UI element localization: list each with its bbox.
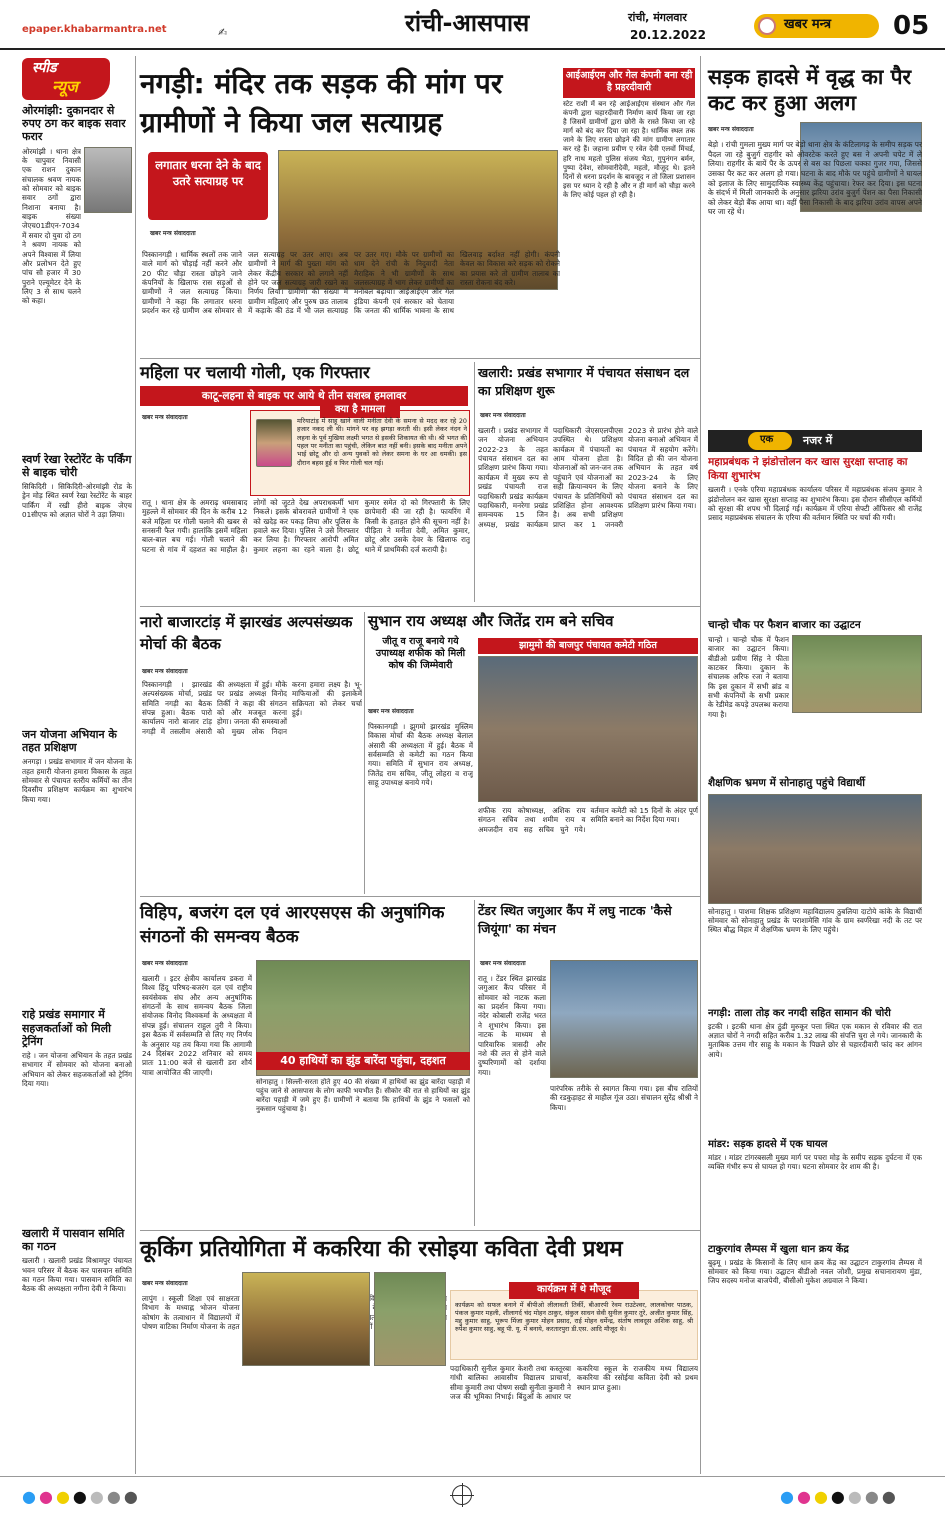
accident-byline: खबर मन्त्र संवाददाता	[708, 126, 754, 133]
focus-item	[708, 1138, 922, 1239]
lead-sidebar-title: आईआईएम और गेल कंपनी बना रही है प्रहरदीवारी	[563, 68, 695, 98]
elephants-body: सोनाहातु । सिल्ली-सरता होते हुए 40 की संख्या में हाथियों का झुंड बारेंदा पहाड़ी में पहुंच जाने से आसपास के लोग काफी भयभीत हैं। सीकोर की रात से हाथियों का झुंड बारेंदा पहाड़ी में जमे हुए हैं। ग्रामीणों ने बताया कि हाथियों के झुंड ने फसलों को नुकसान पहुंचाया है।	[256, 1078, 470, 1114]
speed-news-item	[22, 1227, 132, 1396]
registration-crosshair-icon	[452, 1485, 472, 1505]
focus-photo	[708, 794, 922, 904]
focus-title: टाकुरगांव लैम्पस में खुला धान क्रय केंद्र	[708, 1243, 849, 1255]
subhan-subhead-text: जीतू व राजू बनाये गये उपाध्यक्ष शफीक को मिली कोष की जिम्मेवारी	[375, 636, 466, 671]
focus-item	[708, 456, 922, 615]
focus-body: इटकी । इटकी थाना क्षेत्र ठुंडी मुरुकूर पत्ता स्थित एक मकान से रविवार की रात अज्ञात चोरों ने नगदी सहित करीब 1.32 लाख की संपत्ति चुरा ले गये। जानकारी के मुताबिक उत्तम गौर साहु के मकान के पिछले छोर से चहारदीवारी फांद कर आंगन आये।	[708, 1021, 922, 1059]
speed-news-item	[22, 104, 132, 447]
woman-case-box-body: मरियाटांड़ में साहू खाने वाली मनीता देवी के समना से मदद कर रहे 20 हजार नकद ली थी। मांगने पर वह झगड़ा करती थी। इसी लेकर नंदन ने लहना के पूर्व मुखिया लक्ष्मी भगत से इसकी शिकायत की थी। श्री भगत की पहल पर मनीता का पहुंची, लेकिन बात नहीं बनी। इसके बाद मनीता अपने भाई छोटू और दो अन्य युवकों को लेकर समना के घर आ धमकी। इस दौरान बहस हुई व फिर गोली चल गई।	[297, 417, 467, 467]
focus-body: बुढ़मू । प्रखंड के किसानों के लिए धान क्रय केंद्र का उद्घाटन टाकुरगांव लैम्पस में सोमवार को किया गया। उद्घाटन बीडीओ नवल जोशी, प्रमुख सचानारायण मुंडा, जिप सदस्य मनोज बाजपेयी, बीसीओ मुकेश अग्रवाल ने किया।	[708, 1257, 922, 1286]
woman-byline: खबर मन्त्र संवाददाता	[142, 414, 188, 421]
speed-news-title: खलारी में पासवान समिति का गठन	[22, 1226, 125, 1254]
focus-title: शैक्षणिक भ्रमण में सोनाहातु पहुंचे विद्यार्थी	[708, 776, 866, 789]
cooking-photo-left	[242, 1272, 370, 1366]
jhamumo-photo	[478, 656, 698, 802]
focus-title: चान्हो चौक पर फैशन बाजार का उद्घाटन	[708, 619, 861, 632]
speed-news-item	[22, 453, 132, 722]
speed-news-body: सिकिदिरी । सिकिदिरी-ओरमांझी रोड के ड्रेन मोड़ स्थित स्वर्ण रेखा रेस्टोरेंट के बाहर पार्किंग में रखी हीरो बाइक जेएच 01सीएफ को अज्ञात चोरों ने उड़ा लिया।	[22, 481, 132, 520]
focus-title: मांडर: सड़क हादसे में एक घायल	[708, 1138, 828, 1150]
focus-body: चान्हो । चान्हो चौक में फैशन बाजार का उद्घाटन किया। बीडीओ प्रवीण सिंह ने फीता काटकर किया। दुकान के संचालक अरिफ रजा ने बताया कि इस दुकान में सभी ब्रांड व सभी कंपनियों के सभी प्रकार के रेडीमेड कपड़े उपलब्ध कराया गया है।	[708, 634, 789, 719]
cooking-byline: खबर मन्त्र संवाददाता	[142, 1280, 188, 1287]
elephants-banner: 40 हाथियों का झुंड बारेंदा पहुंचा, दहशत	[256, 1052, 470, 1070]
subhan-byline: खबर मन्त्र संवाददाता	[368, 708, 414, 715]
footer-bar	[0, 1476, 945, 1517]
focus-body: मांडर । मांडर टांगरबसली मुख्य मार्ग पर पचरा मोड़ के समीप सड़क दुर्घटना में एक व्यक्ति गंभीर रूप से घायल हो गया। घटना सोमवार देर शाम की है।	[708, 1152, 922, 1171]
focus-column	[708, 456, 922, 1472]
speed-label: स्पीड	[32, 60, 57, 76]
cooking-headline[interactable]: कूकिंग प्रतियोगिता में ककरिया की रसोइया कविता देवी प्रथम	[140, 1237, 623, 1262]
page-number: 05	[893, 11, 930, 41]
vhp-body: खलारी । इटर क्षेत्रीय कार्यालय डकरा में विश्व हिंदू परिषद-बजरंग दल एवं राष्ट्रीय स्वयंसेवक संघ और अन्य अनुषांगिक संगठनों के साथ समन्वय बैठक जिला संयोजक विनोद विश्वकर्मा के अध्यक्षता में संपन्न हुई। संचालन राहुल तुरी ने किया। इस बैठक में सर्वसम्मति से लिए गए निर्णय के अनुसार यह तय किया गया कि आगामी 24 दिसंबर 2022 शनिवार को समय प्रातः 11:00 बजे से खलारी डरा शौर्य यात्रा आयोजित की जाएगी।	[142, 974, 252, 1077]
training-body: खलारी । प्रखंड सभागार में जन योजना अभियान 2022-23 के तहत पंचायत संसाधन दल का प्रशिक्षण प्रारंभ किया गया। कार्यक्रम में मुख्य रूप से प्रखंड पंचायती राज पदाधिकारी प्रखंड कार्यक्रम पदाधिकारी, मनरेगा प्रखंड समन्वयक 15 जिन अध्यक्ष, प्रखंड कार्यक्रम पदाधिकारी जेएसएलपीएस उपस्थित थे। प्रशिक्षण कार्यक्रम में पंचायतों का आम योजना होता है। योजनाओं को जन-जन तक पहुंचाने एवं योजनाओं का सही क्रियान्वयन के लिए पंचायत के प्रतिनिधियों को प्रशिक्षित होना आवश्यक है। अब सभी प्रशिक्षण प्राप्त कर 1 जनवरी 2023 से प्रारंभ होने वाले योजना बनाओ अभियान में पंचायत में सहयोग करेंगे। विदित हो की जन योजना अभियान के तहत वर्ष 2023-24 के लिए योजना बनाने के लिए पंचायत संसाधन दल का प्रशिक्षण प्रारंभ किया गया।	[478, 426, 698, 529]
woman-body: रातू । थाना क्षेत्र के अमराढ़ धमसाबाद मुहल्ले में सोमवार की दिन के करीब 12 बजे महिला पर गोली चलाने की खबर से सनसनी फैल गयी। हालांकि इसमें महिला बाल-बाल बच गई। गोली चलाने की घटना से गांव में दहशत का माहौल है। लोगों को जुटते देख अपराधकर्मी भाग निकले। इसके बोवरावले ग्रामीणों ने एक को खदेड़ कर पकड़ लिया और पुलिस के हवाले कर दिया। पुलिस ने उसे गिरफ्तार कर लिया है। गिरफ्तार आरोपी अमित कुमार लहना का रहने वाला है। छोटू कुमार समेत दो को गिरफ्तारी के लिए छापेमारी की जा रही है। फायरिंग में किसी के हताहत होने की सूचना नहीं है। पीड़िता ने मनीता देवी, अमित कुमार, छोटू और उसके देवर के खिलाफ रातू थाने में प्राथमिकी दर्ज करायी है।	[142, 498, 470, 554]
focus-label-nazar: नजर में	[803, 434, 833, 447]
column-divider	[474, 362, 475, 602]
focus-body: खलारी । एनके एरिया महाप्रबंधक कार्यालय परिसर में महाप्रबंधक संजय कुमार ने झंडोत्तोलन कर खास सुरक्षा सप्ताह का शुभारंभ किया। इस दौरान सीसीएल कर्मियों को सुरक्षा की शपथ भी दिलाई गई। कार्यक्रम में एरिया सेफ्टी ऑफिसर श्री राजेंद्र प्रसाद महाप्रबंधक संचालन के एरिया की वर्तमान स्थिति पर चर्चा की गयी।	[708, 485, 922, 523]
speed-news-title: स्वर्ण रेखा रेस्टोरेंट के पर्किंग से बाइक चोरी	[22, 452, 132, 479]
focus-item	[708, 619, 922, 773]
speed-news-title: ओरमांझी: दुकानदार से रुपए ठग कर बाइक सवार फरार	[22, 104, 126, 144]
speed-news-badge	[22, 58, 110, 100]
speed-news-photo	[84, 147, 132, 213]
cooking-attendees-title: कार्यक्रम में थे मौजूद	[509, 1282, 639, 1299]
section-rule	[140, 1230, 700, 1231]
speed-news-item	[22, 1008, 132, 1221]
section-rule	[140, 606, 700, 607]
vhp-byline: खबर मन्त्र संवाददाता	[142, 960, 188, 967]
accident-body: बेड़ो । रांची गुमला मुख्य मार्ग पर बेड़ो थाना क्षेत्र के कंटिलागढ़ के समीप सड़क पर पैदल जा रहे बुजुर्ग राहगीर को ओवरटेक करते हुए बस ने अपनी चपेट में ले लिया। राहगीर के बायें पैर के ऊपर से बस का पिछला चक्का गुजर गया, जिससे उसका पैर कट कर अलग हो गया। घटना के बाद मौके पर पहुंचे ग्रामीणों ने घायल को इलाज के लिए सामुदायिक स्वास्थ्य केंद्र पहुंचाया। रेफर कर दिया। इस घटना के संदर्भ में मिली जानकारी के अनुसार झरिया उरांव बुजुर्ग पेंशन का पैसा निकासी को लेकर बेड़ो बैंक आया था। वहीं पैसा निकासी के बाद झरिया उरांव वापस अपने घर जा रहे थे।	[708, 140, 922, 217]
vhp-headline[interactable]: विहिप, बजरंग दल एवं आरएसएस की अनुषांगिक संगठनों की समन्वय बैठक	[140, 903, 445, 947]
training-headline[interactable]: खलारी: प्रखंड सभागार में पंचायत संसाधन दल का प्रशिक्षण शुरू	[478, 365, 690, 398]
focus-title: महाप्रबंधक ने झंडोत्तोलन कर खास सुरक्षा सप्ताह का किया शुभारंभ	[708, 456, 908, 482]
focus-title: नगड़ी: ताला तोड़ कर नगदी सहित सामान की चोरी	[708, 1007, 891, 1019]
focus-label-bar	[708, 430, 922, 452]
focus-item	[708, 1007, 922, 1134]
woman-case-box-title: क्या है मामला	[320, 403, 400, 418]
speed-news-title: राहे प्रखंड समागार में सहजकर्ताओं को मिली ट्रेनिंग	[22, 1008, 111, 1048]
subhan-subhead	[368, 636, 473, 702]
woman-headline[interactable]: महिला पर चलायी गोली, एक गिरफ्तार	[140, 363, 370, 382]
column-divider	[700, 56, 701, 1474]
column-divider	[135, 56, 136, 1474]
tender-byline: खबर मन्त्र संवाददाता	[480, 960, 526, 967]
cooking-photo-right	[374, 1272, 446, 1366]
woman-subhead: काटू-लहना से बाइक पर आये थे तीन सशस्त्र हमलावर	[140, 386, 468, 406]
lead-headline[interactable]: नगड़ी: मंदिर तक सड़क की मांग पर ग्रामीणों ने किया जल सत्याग्रह	[140, 67, 503, 140]
brand-badge	[754, 14, 879, 38]
focus-label-ek: एक	[760, 434, 774, 445]
cooking-attendees-box	[450, 1284, 698, 1360]
accident-headline[interactable]: सड़क हादसे में वृद्ध का पैर कट कर हुआ अलग	[708, 65, 912, 116]
naro-byline: खबर मन्त्र संवाददाता	[142, 668, 188, 675]
jhamumo-title: झामुमो की बाजपुर पंचायत कमेटी गठित	[478, 638, 698, 654]
speed-news-body: ओरमांझी । थाना क्षेत्र के चापुवार निवासी एक राशन दुकान संचालक श्रवण नायक को सोमवार को बाइक सवार ठगों द्वारा निशाना बनाया है। बाइक संख्या जेएच01डीएन-7034 में सवार दो युवा दो ठग ने श्रवण नायक को अपने विश्वास में लिया और प्रलोभन देते हुए पांच सौ हजार में 30 पुराने एल्यूमेटर देने के लिए 3 से साथ चलने को कहा।	[22, 146, 81, 306]
focus-item	[708, 1243, 922, 1338]
focus-photo	[792, 635, 922, 713]
naro-headline[interactable]: नारो बाजारटांड़ में झारखंड अल्पसंख्यक मोर्चा की बैठक	[140, 613, 353, 653]
cooking-attendees-text: कार्यक्रम को सफल बनाने में बीपीओ लीलावती तिर्की, बीआरपी रेवम राउटेश्वर, लालकोचर पाठक, पंकज कुमार महली, शीलागर्द चंद मोहन ठाकुर, संकुल साधन सेवी सुनील कुमार तुरे, अजीत कुमार सिंह, मद्दु कुमार साहु, भूरूप मिंजा कुमार मोहन प्रसाद, राई मोहन धर्मेन्द्र, संतोष लावदूस अशिक साहू, श्री रुपेश कुमार साहु, बहू पी. यू. में बनाये, करतारपुरा डी.एस. आदि मौजूद थे।	[455, 1300, 693, 1334]
registration-dots-right: ●●●●●●●	[780, 1487, 899, 1506]
tender-body-2: पारंपरिक तरीके से स्वागत किया गया। इस बीच रातियों की रडकुड़ाहट से माहौल गूंज उठा। संचालन सुरेंद्र श्रीश्री ने किया।	[550, 1084, 698, 1112]
masthead	[0, 0, 945, 50]
lead-highlight-text: लगातार धरना देने के बाद उतरे सत्याग्रह पर	[155, 158, 261, 189]
speed-news-body: खलारी । खलारी प्रखंड विश्रामपुर पंचायत भवन परिसर में बैठक कर पासवान समिति का गठन किया गया। पासवान समिति का बैठक की अध्यक्षता नगीना देवी ने किया।	[22, 1256, 132, 1294]
cooking-body: लापुंग । स्कूली शिक्षा एवं साक्षरता विभाग के मध्याह्न भोजन योजना कोषांग के तत्वाधान में विद्यालयों में पोषण वाटिका निर्माण योजना के तहत	[142, 1294, 240, 1332]
lead-highlight-box	[148, 152, 268, 220]
speed-news-column	[22, 104, 132, 1472]
lead-byline: खबर मन्त्र संवाददाता	[150, 230, 196, 237]
column-divider	[364, 612, 365, 894]
section-title: रांची-आसपास	[405, 9, 530, 37]
epaper-url[interactable]: epaper.khabarmantra.net	[22, 24, 167, 35]
tender-body: रातू । टेंडर स्थित झारखंड जगुआर कैंप परिसर में सोमवार को नाटक कला का प्रदर्शन किया गया। नंदेर कोबाली राजेंद्र भरत ने शुभारंभ किया। इस नाटक के माध्यम से पारिवारिक त्रासदी और नशे की लत से होने वाले दुष्परिणामों को दर्शाया गया।	[478, 974, 546, 1077]
lead-sidebar-body: स्टेट राशी में बन रहे आईआईएम संस्थान और गेल कंपनी द्वारा चहारदीवारी निर्माण कार्य किया जा रहा है जिसमें ग्रामीणों द्वारा छोरी के रास्ते किया जा रहे मार्ग को बंद कर दिया जा रहा है। धार्मिक स्थल तक जाने के लिए रास्ता छोड़ने की मांग ग्रामीण लगातार कर रहे हैं। जहाना प्रवीण ए रवेत देवी एलवों मिंचर्ड, हरि नाथ महतो पुलिस संजय भैठा, गुपुनंगन बर्मन, पुष्पा देवेश, सोमवारीदेवी, महतो, मौजूद थे। इतने दिनों से धरना प्रदर्शन के बावजूद न तो जिला प्रशासन इस पर ध्यान दे रही है और न ही मार्ग को चौड़ा करने के लिए कोई पहल हो रही है।	[563, 100, 695, 199]
tender-headline[interactable]: टेंडर स्थित जगुआर कैंप में लघु नाटक 'कैसे जियूंगा' का मंचन	[478, 903, 672, 937]
city-day: रांची, मंगलवार	[628, 11, 687, 24]
speed-news-body: अनगड़ा । प्रखंड सभागार में जन योजना के तहत हमारी योजना हमारा विकास के तहत सोमवार से पंचायत स्तरीय कर्मियों का तीन दिवसीय प्रशिक्षण कार्यक्रम का शुभारंभ किया गया।	[22, 757, 132, 804]
registration-dots-left: ●●●●●●●	[22, 1487, 141, 1506]
focus-item	[708, 777, 922, 1003]
cooking-body-2: पदाधिकारी सुनील कुमार केशरी तथा कस्तूरबा गांधी बालिका आवासीय विद्यालय प्राचार्या, सीमा कुमारी तथा पोषण सखी सुनीता कुमारी ने जज की भूमिका निभाई। बिंदुओं के आधार पर ककरिया स्कूल के राजकीय मध्य विद्यालय ककरिया की रसोईया कविता देवी को प्रथम स्थान प्राप्त हुआ।	[450, 1364, 698, 1402]
cursor-icon: ✍	[218, 26, 228, 39]
column-divider	[474, 900, 475, 1226]
brand-name: खबर मन्त्र	[784, 17, 832, 32]
focus-body: सोनाहातु । पाशमा शिक्षक प्रशिक्षण महाविद्यालय ठुबलिया दाटोये कांके के विद्यार्थी सोमवार को सोनाहातु प्रखंड के पराशामेसि गांव के ग्राम स्वर्णरेखा नदी के तट पर स्थित बौद्ध विहार में शैक्षणिक भ्रमण के लिए पहुंचे।	[708, 906, 922, 935]
speed-news-title: जन योजना अभियान के तहत प्रशिक्षण	[22, 727, 117, 755]
issue-date: 20.12.2022	[630, 28, 706, 42]
subhan-body: पिस्कानगड़ी । झुगमो झारखंड मुस्लिम विकास मोर्चा की बैठक अध्यक्ष बेलाल अंसारी की अध्यक्षता में हुई। बैठक में सर्वसम्मति से कमेटी का गठन किया गया। समिति में सुभान राय अध्यक्ष, जितेंद्र राम सचिव, जीतू लोहरा व राजू साहू उपाध्यक्ष बनाये गये।	[368, 722, 473, 788]
lead-body: पिस्कानगड़ी । धार्मिक स्थलों तक जाने वाले मार्ग को चौड़ाई नहीं करने और 20 फीट चौड़ा रास्ता छोड़ने जाने कंपनियों के खिलाफ रास सड़ुओं से ग्रामीणों ने जल सत्याग्रह किया। ग्रामीणों ने कहा कि लगातार धरना प्रदर्शन कर रहे ग्रामीण अब सोमवार से जल सत्याग्रह पर उतर आए। अब ग्रामीणों ने मार्ग की पुख्ता मांग को लेकर केंद्रीय सरकार को लगाने नहीं होने पर जल सत्याग्रह जारी रखने का निर्णय लिया। ग्रामीणों की संख्या में ग्रामीण महिलाएं और पुरुष छठ तालाब में कड़ाके की ठंड में भी जल सत्याग्रह पर उतर गए। मौके पर ग्रामीणों का धाम देने रांची के निदुवादी नेता मैराहिक ने भी ग्रामीणों के साथ जलसत्याग्रह में भाग लेकर ग्रामीणों का मनोबल बढ़ाया। आईआईएम और गेल इंडिया कंपनी एवं सरकार को चेताया कि जनता की धार्मिक भावना के साथ खिलवाड़ बर्दाश्त नहीं होगी। कंपनी केवल का विकास करे सड़क को रोकने का प्रयास करे तो ग्रामीण तालाब का रास्ता रोकना बंद करे।	[142, 250, 560, 316]
jhamumo-body: शफीक राय कोषाध्यक्ष, अशिक राय संगठन सचिव तथा शमीम राय व अमजदीन राय सह सचिव चुने गये। वर्तमान कमेटी को 15 दिनों के अंदर पूर्ण समिति बनाने का निर्देश दिया गया।	[478, 806, 698, 834]
section-rule	[140, 358, 700, 359]
speed-news-body: राहे । जन योजना अभियान के तहत प्रखंड सभागार में सोमवार को योजना बनाओ अभियान को लेकर सहजकर्ताओं को ट्रेनिंग दिया गया।	[22, 1050, 132, 1088]
speed-news-item	[22, 728, 132, 1002]
training-byline: खबर मन्त्र संवाददाता	[480, 412, 526, 419]
subhan-headline[interactable]: सुभान राय अध्यक्ष और जितेंद्र राम बने सचिव	[368, 612, 614, 630]
naro-body: पिस्कानगड़ी । झारखंड अल्पसंख्यक मोर्चा, प्रखंड समिति नगड़ी का बैठक संपन्न हुआ। बैठक पारो कार्यालय नारो बाजार टांड़ नगड़ी में तसलीम अंसारी की अध्यक्षता में हुई। मौके पर प्रखंड अध्यक्ष विनोद तिर्की ने कहा की संगठन को और मजबूत करना होगा। जनता की समस्याओं को मुख्य लोक निदान करना हमारा लक्ष्य है। भू-माफियाओं की इलाकेमें सक्रियता को लेकर चर्चा हुई।	[142, 680, 362, 736]
section-rule	[140, 896, 700, 897]
brand-logo-icon	[758, 17, 776, 35]
tender-photo	[550, 960, 698, 1078]
news-label: न्यूज	[52, 77, 78, 96]
